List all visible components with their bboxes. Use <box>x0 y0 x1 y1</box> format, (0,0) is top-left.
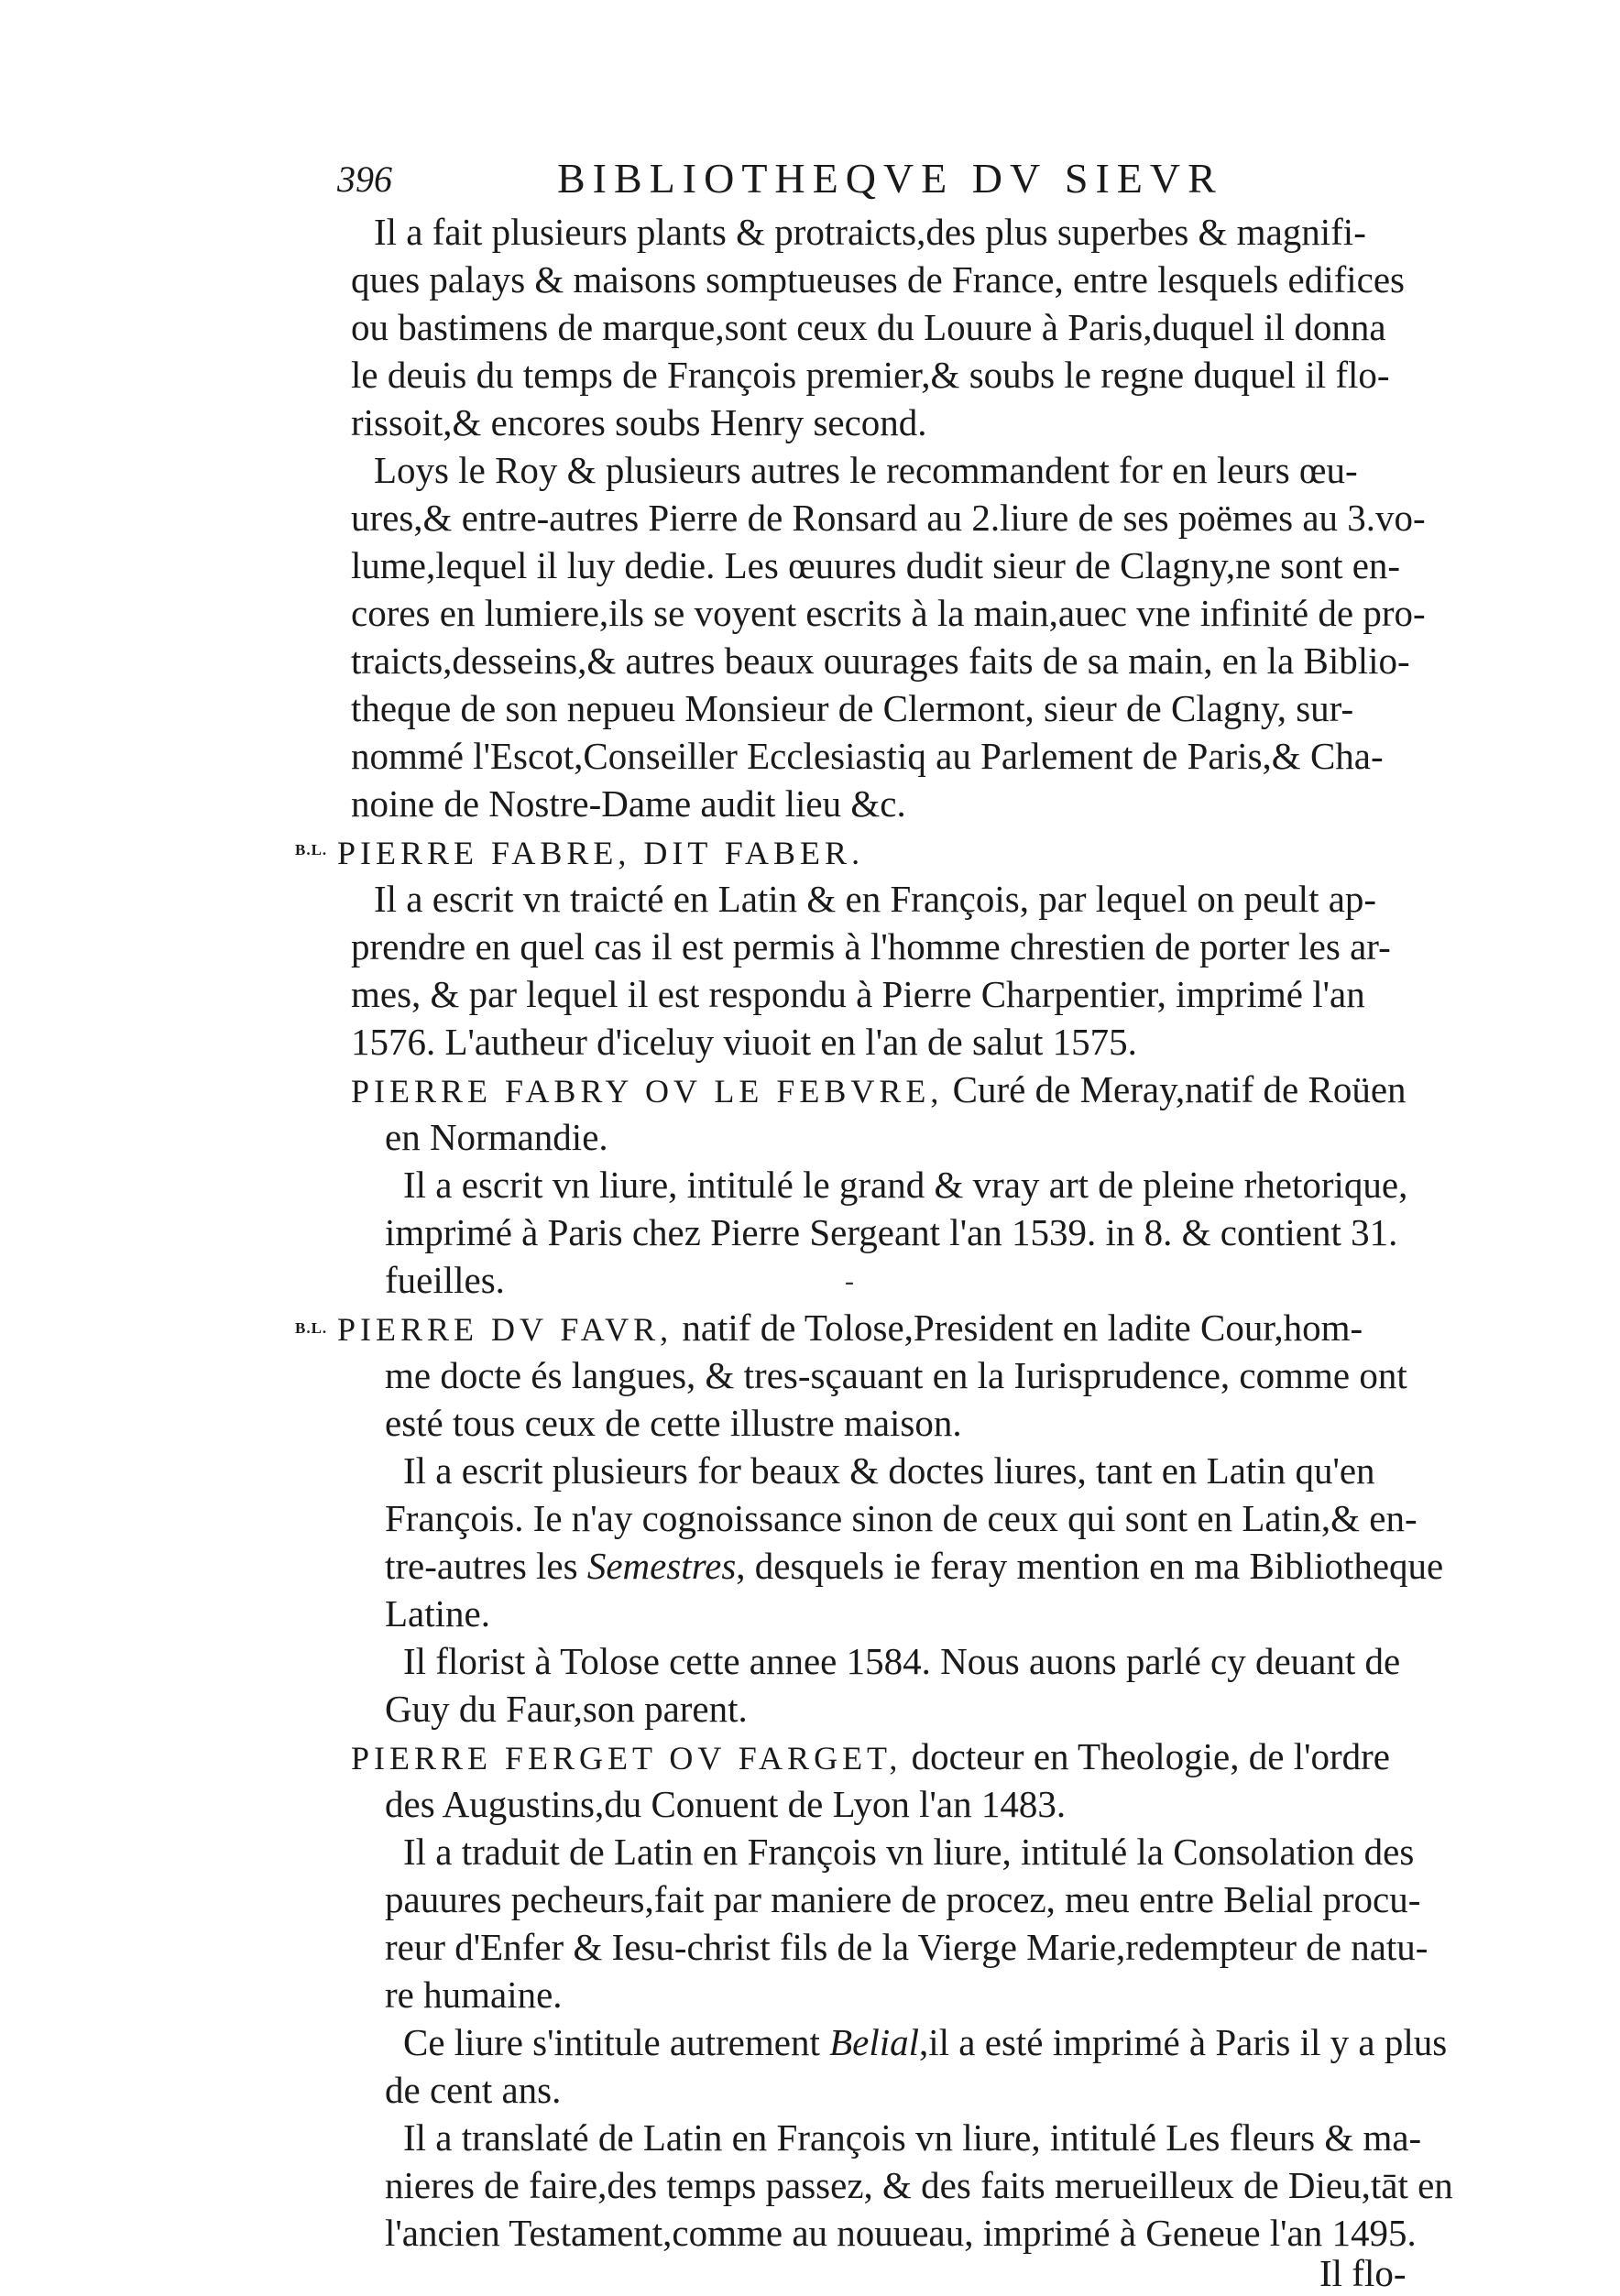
text-line: theque de son nepueu Monsieur de Clermont, sieur de Clagny, sur- <box>351 687 1354 729</box>
text-line: nommé l'Escot,Conseiller Ecclesiastiq au Parlement de Paris,& Cha- <box>351 735 1384 777</box>
text-line <box>385 1543 1443 1589</box>
text-line: ques palays & maisons somptueuses de France, entre lesquels edifices <box>351 258 1405 301</box>
entry-description: natif de Tolose,President en ladite Cour,hom- <box>682 1307 1363 1349</box>
text-line: Loys le Roy & plusieurs autres le recommandent for en leurs œu- <box>374 449 1358 491</box>
text-segment: ,il a esté imprimé à Paris il y a plus <box>919 2021 1448 2063</box>
entry-description: docteur en Theologie, de l'ordre <box>911 1735 1390 1777</box>
entry-description: Curé de Meray,natif de Roüen <box>952 1068 1407 1110</box>
text-line: cores en lumiere,ils se voyent escrits à la main,auec vne infinité de pro- <box>351 592 1426 634</box>
text-line: Il a escrit vn liure, intitulé le grand & vray art de pleine rhetorique, <box>403 1164 1408 1206</box>
text-segment: Ce liure s'intitule autrement <box>403 2021 830 2063</box>
text-line: Il a translaté de Latin en François vn liure, intitulé Les fleurs & ma- <box>403 2116 1422 2159</box>
text-line: en Normandie. <box>385 1116 608 1158</box>
entry-heading <box>351 1066 1407 1114</box>
margin-mark: B.L. <box>295 1319 328 1337</box>
text-line: François. Ie n'ay cognoissance sinon de ceux qui sont en Latin,& en- <box>385 1497 1418 1539</box>
entry-heading <box>351 1733 1390 1781</box>
entry-heading <box>337 828 864 876</box>
text-line: imprimé à Paris chez Pierre Sergeant l'an 1539. in 8. & contient 31. <box>385 1211 1398 1253</box>
text-line: pauures pecheurs,fait par maniere de procez, meu entre Belial procu- <box>385 1878 1421 1920</box>
text-line: mes, & par lequel il est respondu à Pierre Charpentier, imprimé l'an <box>351 973 1365 1015</box>
text-line: Guy du Faur,son parent. <box>385 1688 748 1730</box>
text-line: l'ancien Testament,comme au nouueau, imprimé à Geneue l'an 1495. <box>385 2212 1417 2254</box>
text-line: 1576. L'autheur d'iceluy viuoit en l'an de salut 1575. <box>351 1021 1137 1063</box>
text-line: le deuis du temps de François premier,& soubs le regne duquel il flo- <box>351 354 1390 396</box>
book-title: Belial <box>829 2021 920 2063</box>
text-line: me docte és langues, & tres-sçauant en la Iurisprudence, comme ont <box>385 1354 1407 1396</box>
entry-heading <box>337 1305 1363 1352</box>
text-line: Il florist à Tolose cette annee 1584. Nous auons parlé cy deuant de <box>403 1640 1401 1682</box>
margin-mark: B.L. <box>295 841 328 858</box>
text-line: prendre en quel cas il est permis à l'homme chrestien de porter les ar- <box>351 925 1391 968</box>
text-line: Il a escrit vn traicté en Latin & en François, par lequel on peult ap- <box>374 878 1377 920</box>
stray-mark: - <box>845 1266 854 1296</box>
text-line: traicts,desseins,& autres beaux ouurages faits de sa main, en la Biblio- <box>351 640 1410 682</box>
text-line: re humaine. <box>385 1973 563 2016</box>
text-line: de cent ans. <box>385 2069 562 2111</box>
book-title: Semestres <box>586 1545 737 1587</box>
text-line: fueilles. <box>385 1259 505 1301</box>
author-name: PIERRE DV FAVR, <box>337 1311 673 1348</box>
page-header <box>337 154 1253 209</box>
text-line: Il a fait plusieurs plants & protraicts,des plus superbes & magnifi- <box>374 211 1366 253</box>
author-name: PIERRE FABRY OV LE FEBVRE, <box>351 1073 944 1110</box>
author-name: PIERRE FERGET OV FARGET, <box>351 1740 903 1777</box>
text-line: Il a escrit plusieurs for beaux & doctes liures, tant en Latin qu'en <box>403 1449 1375 1492</box>
text-line: reur d'Enfer & Iesu-christ fils de la Vierge Marie,redempteur de natu- <box>385 1926 1428 1968</box>
text-line: ures,& entre-autres Pierre de Ronsard au 2.liure de ses poëmes au 3.vo- <box>351 497 1426 539</box>
text-line: lume,lequel il luy dedie. Les œuures dudit sieur de Clagny,ne sont en- <box>351 544 1401 586</box>
text-line: rissoit,& encores soubs Henry second. <box>351 401 927 443</box>
author-name: PIERRE FABRE, DIT FABER. <box>337 835 865 871</box>
running-head: BIBLIOTHEQVE DV SIEVR <box>557 155 1223 202</box>
text-line: noine de Nostre-Dame audit lieu &c. <box>351 782 906 825</box>
text-line: Il a traduit de Latin en François vn liure, intitulé la Consolation des <box>403 1831 1415 1873</box>
text-line: des Augustins,du Conuent de Lyon l'an 1483. <box>385 1783 1067 1825</box>
text-segment: , desquels ie feray mention en ma Bibliotheque <box>736 1545 1444 1587</box>
text-line: nieres de faire,des temps passez, & des faits merueilleux de Dieu,tāt en <box>385 2164 1453 2206</box>
text-line <box>403 2019 1447 2065</box>
text-segment: tre-autres les <box>385 1545 587 1587</box>
text-line: ou bastimens de marque,sont ceux du Louure à Paris,duquel il donna <box>351 306 1386 348</box>
catchword: Il flo- <box>1319 2252 1407 2294</box>
text-line: esté tous ceux de cette illustre maison. <box>385 1402 962 1444</box>
page-number: 396 <box>337 159 392 200</box>
text-line: Latine. <box>385 1592 490 1635</box>
